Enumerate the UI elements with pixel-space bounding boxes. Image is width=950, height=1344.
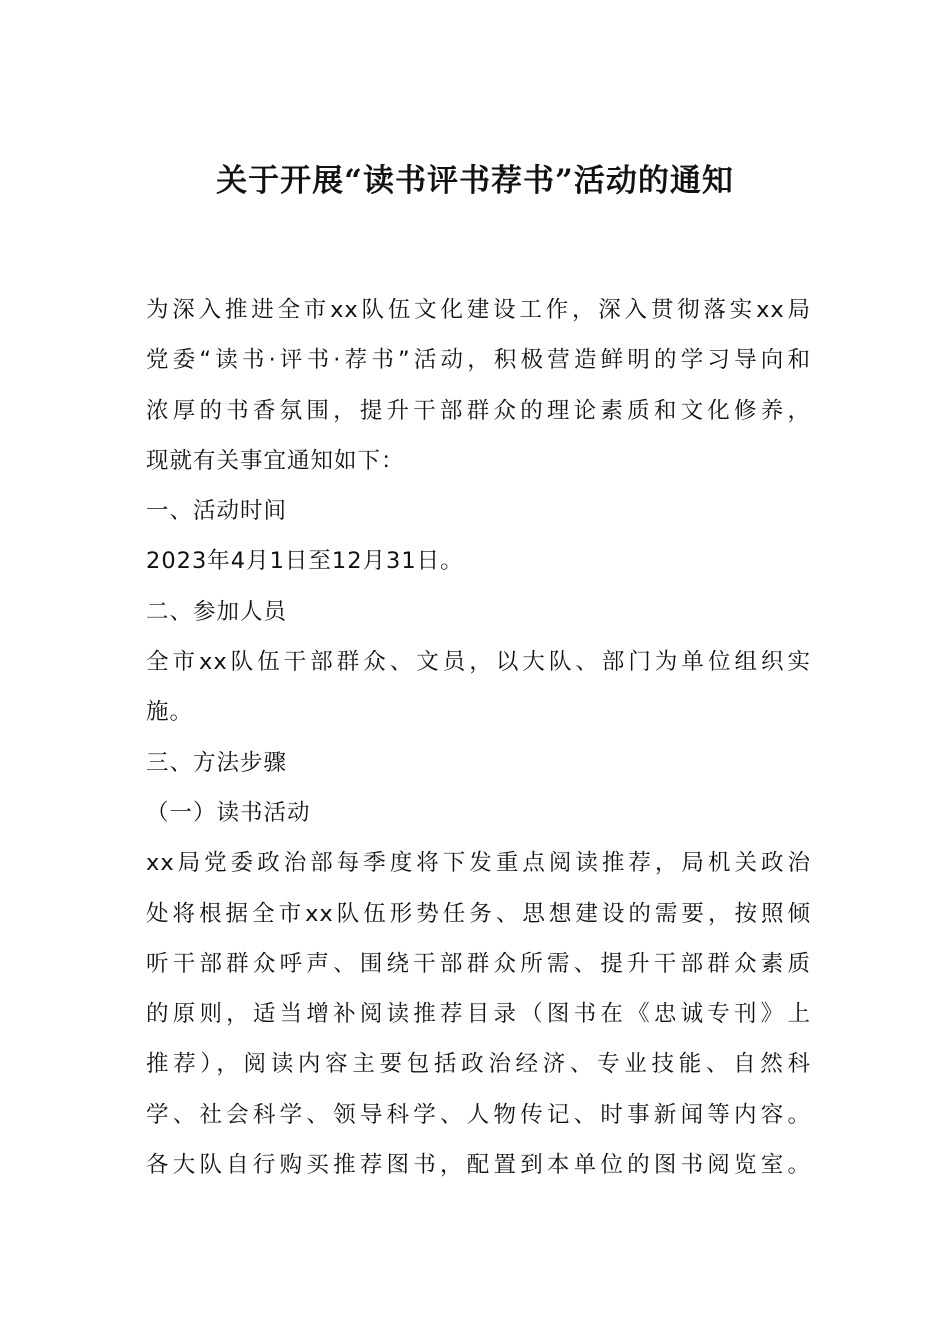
body-line: 二、参加人员: [146, 598, 288, 625]
body-line: 现就有关事宜通知如下：: [146, 447, 405, 474]
body-line: 浓厚的书香氛围，提升干部群众的理论素质和文化修养，: [146, 397, 811, 424]
body-line: xx局党委政治部每季度将下发重点阅读推荐，局机关政治: [146, 850, 811, 877]
body-line: 各大队自行购买推荐图书，配置到本单位的图书阅览室。: [146, 1152, 811, 1179]
body-line: 的原则，适当增补阅读推荐目录（图书在《忠诚专刊》上: [146, 1001, 811, 1028]
document-title: 关于开展“读书评书荐书”活动的通知: [216, 163, 734, 199]
body-line: 2023年4月1日至12月31日。: [146, 548, 464, 575]
body-line: 一、活动时间: [146, 498, 288, 525]
document-body: [146, 285, 811, 1190]
body-line: 为深入推进全市xx队伍文化建设工作，深入贯彻落实xx局: [146, 297, 811, 323]
body-line: 施。: [146, 699, 194, 726]
body-line: 学、社会科学、领导科学、人物传记、时事新闻等内容。: [146, 1101, 811, 1128]
body-line: 党委“读书·评书·荐书”活动，积极营造鲜明的学习导向和: [146, 347, 811, 374]
body-line: 推荐），阅读内容主要包括政治经济、专业技能、自然科: [146, 1051, 811, 1078]
body-line: 全市xx队伍干部群众、文员，以大队、部门为单位组织实: [146, 649, 811, 676]
body-line: 处将根据全市xx队伍形势任务、思想建设的需要，按照倾: [146, 900, 811, 927]
body-line: （一）读书活动: [146, 799, 311, 826]
body-line: 听干部群众呼声、围绕干部群众所需、提升干部群众素质: [146, 950, 811, 977]
body-line: 三、方法步骤: [146, 749, 288, 776]
